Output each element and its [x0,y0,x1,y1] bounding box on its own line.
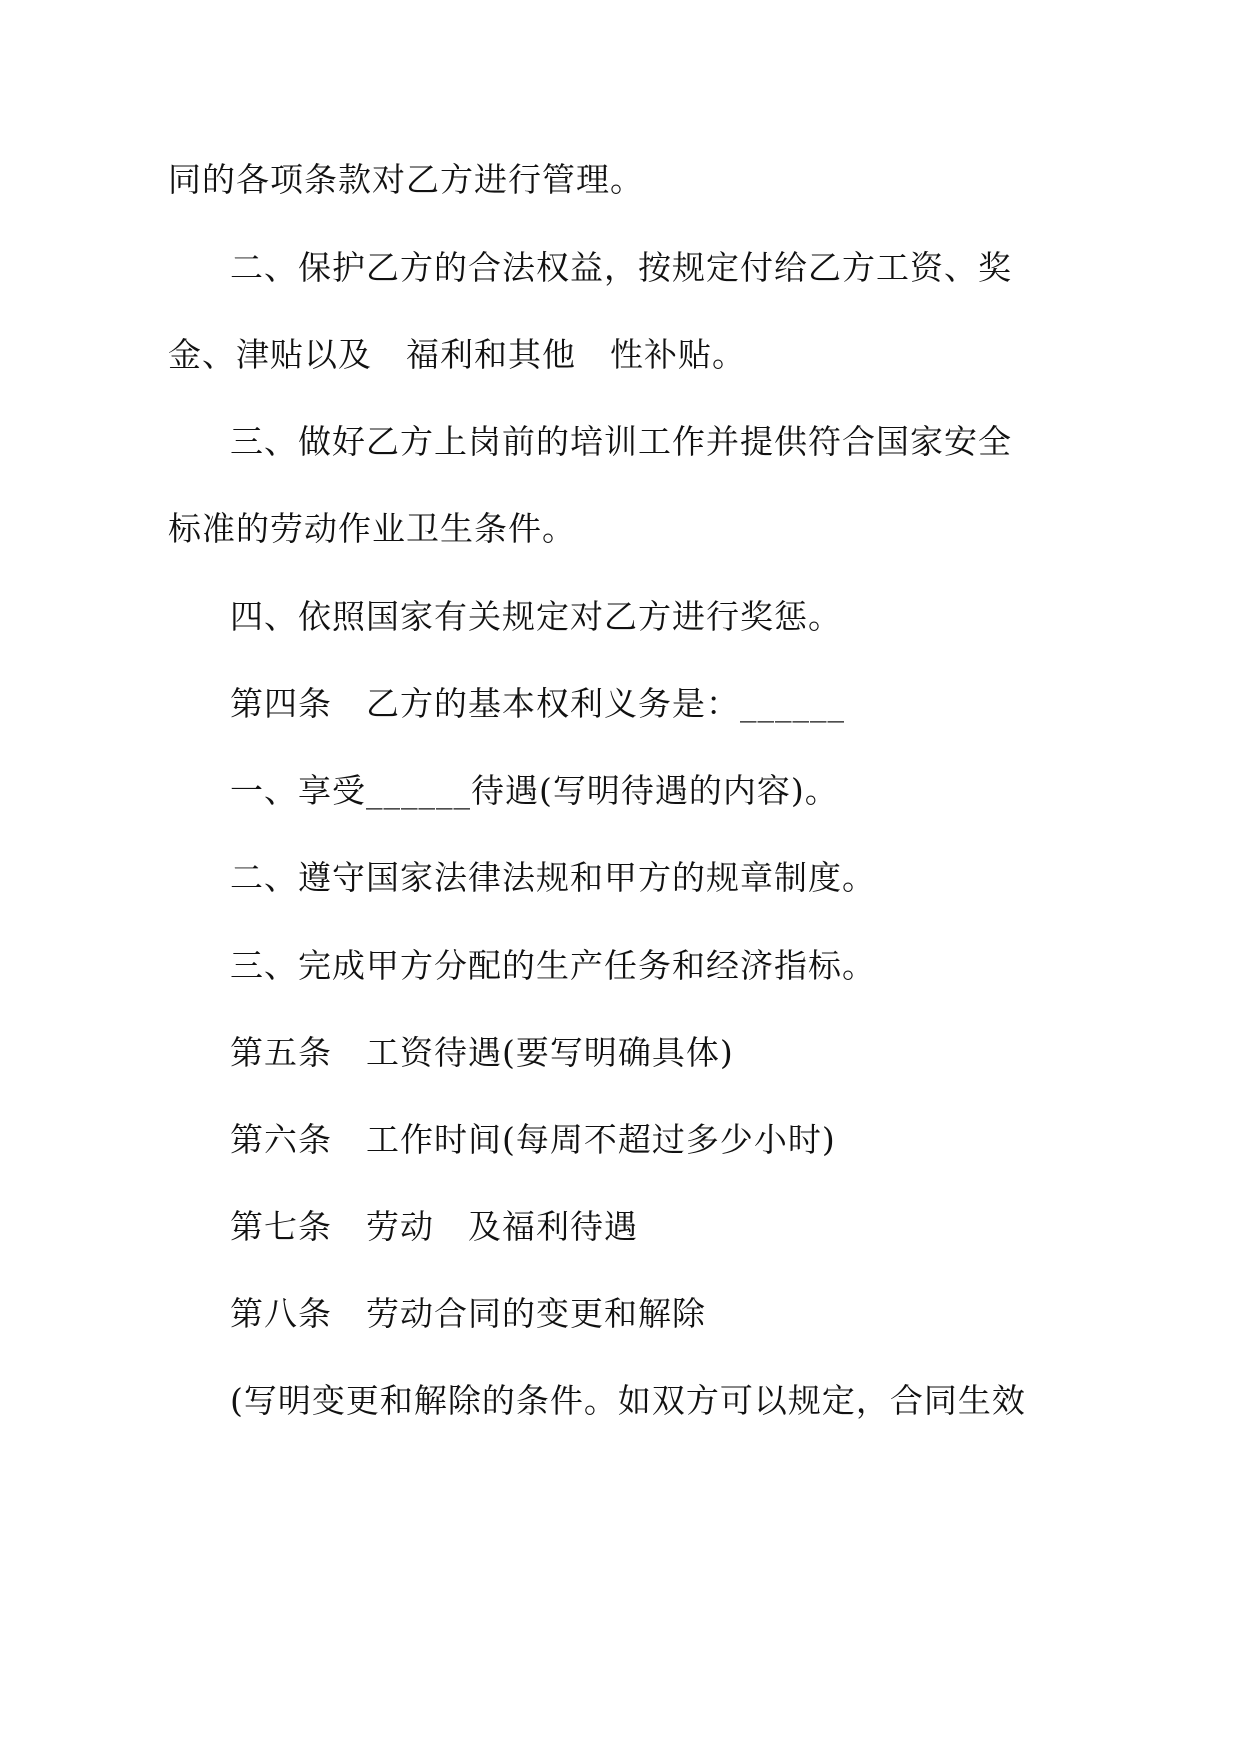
text-line-11: 第五条 工资待遇(要写明确具体) [230,1033,734,1072]
text-line-12: 第六条 工作时间(每周不超过多少小时) [230,1120,836,1159]
text-line-7: 第四条 乙方的基本权利义务是：______ [230,684,845,723]
text-line-1: 同的各项条款对乙方进行管理。 [168,160,644,199]
text-line-6: 四、依照国家有关规定对乙方进行奖惩。 [230,597,842,636]
text-line-5: 标准的劳动作业卫生条件。 [168,509,576,548]
text-line-9: 二、遵守国家法律法规和甲方的规章制度。 [230,858,876,897]
text-line-3: 金、津贴以及 福利和其他 性补贴。 [168,335,746,374]
text-line-2: 二、保护乙方的合法权益，按规定付给乙方工资、奖 [230,248,1012,287]
text-line-14: 第八条 劳动合同的变更和解除 [230,1294,706,1333]
text-line-10: 三、完成甲方分配的生产任务和经济指标。 [230,946,876,985]
text-line-8: 一、享受______待遇(写明待遇的内容)。 [230,771,839,810]
text-line-15: (写明变更和解除的条件。如双方可以规定，合同生效 [230,1381,1026,1420]
text-line-13: 第七条 劳动 及福利待遇 [230,1207,638,1246]
text-line-4: 三、做好乙方上岗前的培训工作并提供符合国家安全 [230,422,1012,461]
